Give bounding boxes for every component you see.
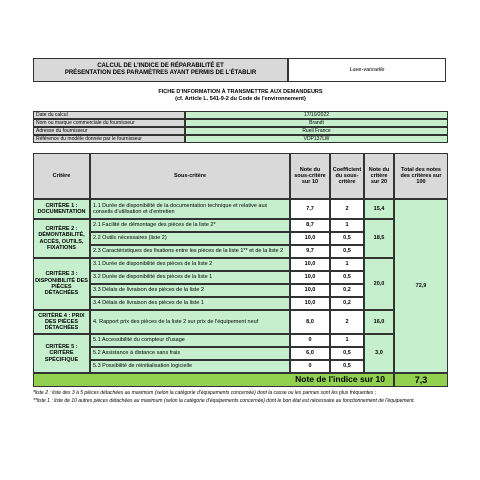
row-note: 10,0 <box>290 232 330 245</box>
final-value: 7,3 <box>414 374 428 385</box>
row-note: 0 <box>290 334 330 347</box>
criterion-2: CRITÈRE 2 : DÉMONTABILITÉ, ACCÈS, OUTILS, FIXATIONS <box>33 219 90 258</box>
criterion-4: CRITÈRE 4 : PRIX DES PIÈCES DÉTACHÉES <box>33 310 90 334</box>
row-coef: 1 <box>330 334 364 347</box>
info-label-brand: Nom ou marque commerciale du fournisseur <box>33 119 185 127</box>
row-coef: 2 <box>330 310 364 334</box>
criterion-score-5: 3,0 <box>364 334 394 373</box>
row-coef: 0,5 <box>330 271 364 284</box>
title-box <box>33 58 288 82</box>
criterion-1: CRITÈRE 1 : DOCUMENTATION <box>33 199 90 219</box>
row-note: 10,0 <box>290 297 330 310</box>
row-label: 5.3 Possibilité de réinitialisation logicielle <box>90 360 290 373</box>
row-label: 5.2 Assistance à distance sans frais <box>90 347 290 360</box>
criterion-score-4: 16,0 <box>364 310 394 334</box>
info-value-reference: VDP137LW <box>185 135 448 143</box>
row-coef: 0,2 <box>330 297 364 310</box>
final-label: Note de l'indice sur 10 <box>295 374 385 385</box>
info-label-address: Adresse du fournisseur <box>33 127 185 135</box>
row-note: 10,0 <box>290 258 330 271</box>
row-label: 3.1 Durée de disponibilité des pièces de la liste 2 <box>90 258 290 271</box>
total-score: 72,9 <box>394 199 448 373</box>
row-note: 10,0 <box>290 284 330 297</box>
criterion-5: CRITÈRE 5 : CRITÈRE SPÉCIFIQUE <box>33 334 90 373</box>
row-coef: 0,2 <box>330 284 364 297</box>
row-coef: 1 <box>330 219 364 232</box>
title-line2: PRÉSENTATION DES PARAMÈTRES AYANT PERMIS DE L'ÉTABLIR <box>64 70 257 76</box>
row-note: 8,0 <box>290 310 330 334</box>
row-coef: 0,5 <box>330 347 364 360</box>
row-label: 5.1 Accessibilité du compteur d'usage <box>90 334 290 347</box>
row-note: 7,7 <box>290 199 330 219</box>
row-coef: 0,5 <box>330 360 364 373</box>
info-label-reference: Référence du modèle donnée par le fournisseur <box>33 135 185 143</box>
row-label: 3.3 Délais de livraison des pièces de la liste 2 <box>90 284 290 297</box>
row-label: 4. Rapport prix des pièces de la liste 2 sur prix de l'équipement neuf <box>90 310 290 334</box>
row-label: 2.3 Caractéristiques des fixations entre les pièces de la liste 1** et de la liste 2 <box>90 245 290 258</box>
subheader-line1: FICHE D'INFORMATION À TRANSMETTRE AUX DEMANDEURS <box>158 89 323 95</box>
info-value-address: Rueil France <box>185 127 448 135</box>
row-note: 9,7 <box>290 245 330 258</box>
criterion-score-2: 18,5 <box>364 219 394 258</box>
row-note: 8,7 <box>290 219 330 232</box>
footnote-2: **liste 1 : liste de 10 autres pièces détachées au maximum (selon la catégorie d'équipements concernée) dont le bon état est nécessaire au fonctionnement de l'équipement. <box>33 398 415 404</box>
header-critere: Critère <box>33 153 90 199</box>
footnote-1: *liste 2 : liste des 3 à 5 pièces détachées au maximum (selon la catégorie d'équipements concernée) dont la casse ou les pannes sont les plus fréquentes ; <box>33 390 377 396</box>
header-note-critere: Note du critère sur 20 <box>364 153 394 199</box>
subheader-line2: (cf. Article L. 541-9-2 du Code de l'environnement) <box>175 96 306 103</box>
info-value-brand: Brandt <box>185 119 448 127</box>
header-coef: Coefficient du sous-critère <box>330 153 364 199</box>
row-note: 10,0 <box>290 271 330 284</box>
criterion-3: CRITÈRE 3 : DISPONIBILITÉ DES PIÈCES DÉTACHÉES <box>33 258 90 310</box>
row-coef: 2 <box>330 199 364 219</box>
header-total: Total des notes des critères sur 100 <box>394 153 448 199</box>
row-coef: 0,5 <box>330 245 364 258</box>
row-note: 0 <box>290 360 330 373</box>
row-label: 3.2 Durée de disponibilité des pièces de la liste 1 <box>90 271 290 284</box>
criterion-score-3: 20,0 <box>364 258 394 310</box>
info-label-date: Date du calcul <box>33 111 185 119</box>
row-coef: 1 <box>330 258 364 271</box>
row-label: 2.1 Facilité de démontage des pièces de la liste 2* <box>90 219 290 232</box>
subheader <box>33 89 448 103</box>
header-note-sous: Note du sous-critère sur 10 <box>290 153 330 199</box>
row-coef: 0,5 <box>330 232 364 245</box>
title-line1: CALCUL DE L'INDICE DE RÉPARABILITÉ ET <box>97 63 224 70</box>
product-type: Lave-vaisselle <box>288 58 446 82</box>
info-value-date: 17/10/2022 <box>185 111 448 119</box>
final-row-left <box>33 373 394 387</box>
row-label: 1.1 Durée de disponibilité de la documentation technique et relative aux conseils d'utilisation et d'entretien <box>90 199 290 219</box>
criterion-score-1: 15,4 <box>364 199 394 219</box>
final-value-box <box>394 373 448 387</box>
row-label: 3.4 Délais de livraison des pièces de la liste 1 <box>90 297 290 310</box>
row-note: 6,0 <box>290 347 330 360</box>
row-label: 2.2 Outils nécessaires (liste 2) <box>90 232 290 245</box>
header-sous-critere: Sous-critère <box>90 153 290 199</box>
